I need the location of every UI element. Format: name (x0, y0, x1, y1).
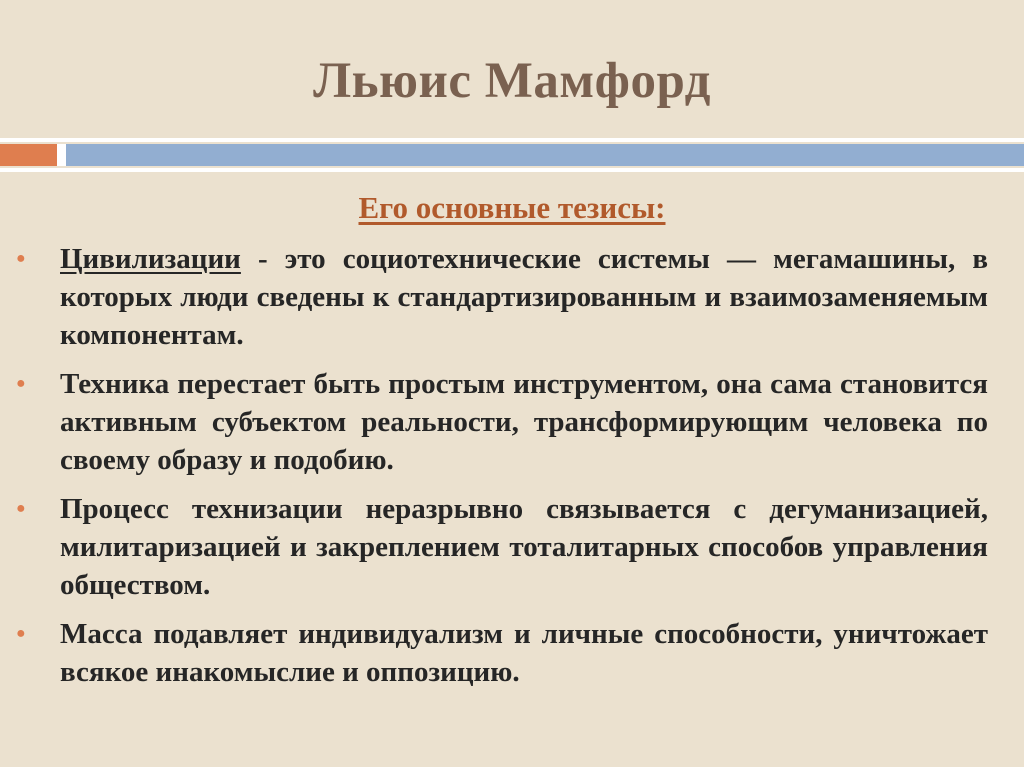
bullet-text: Масса подавляет индивидуализм и личные способности, уничтожает всякое инакомыслие и оппозицию. (60, 618, 988, 688)
bullet-text: Техника перестает быть простым инструментом, она сама становится активным субъектом реальности, трансформирующим человека по своему образу и подобию. (60, 368, 988, 476)
bullet-icon: ● (16, 250, 26, 267)
bullet-icon: ● (16, 375, 26, 392)
bullet-text: - это социотехнические системы — мегамашины, в которых люди сведены к стандартизированным и взаимозаменяемым компонентам. (60, 243, 988, 351)
list-item (16, 490, 988, 604)
bullet-icon: ● (16, 500, 26, 517)
divider-bottom (0, 168, 1024, 172)
title-area (0, 0, 1024, 138)
accent-bar-orange (0, 144, 57, 166)
list-item (16, 615, 988, 691)
subtitle-text: Его основные тезисы: (358, 190, 666, 225)
accent-bar-blue (66, 144, 1024, 166)
bullet-term: Цивилизации (60, 243, 241, 275)
bullet-text: Процесс технизации неразрывно связывается с дегуманизацией, милитаризацией и закреплением тоталитарных способов управления обществом. (60, 493, 988, 601)
bullet-list (16, 240, 988, 702)
accent-bars (0, 138, 1024, 172)
slide-title: Льюис Мамфорд (313, 53, 711, 109)
bullet-icon: ● (16, 625, 26, 642)
list-item (16, 365, 988, 479)
accent-bar-gap (57, 144, 66, 166)
slide-subtitle (0, 190, 1024, 226)
list-item (16, 240, 988, 354)
